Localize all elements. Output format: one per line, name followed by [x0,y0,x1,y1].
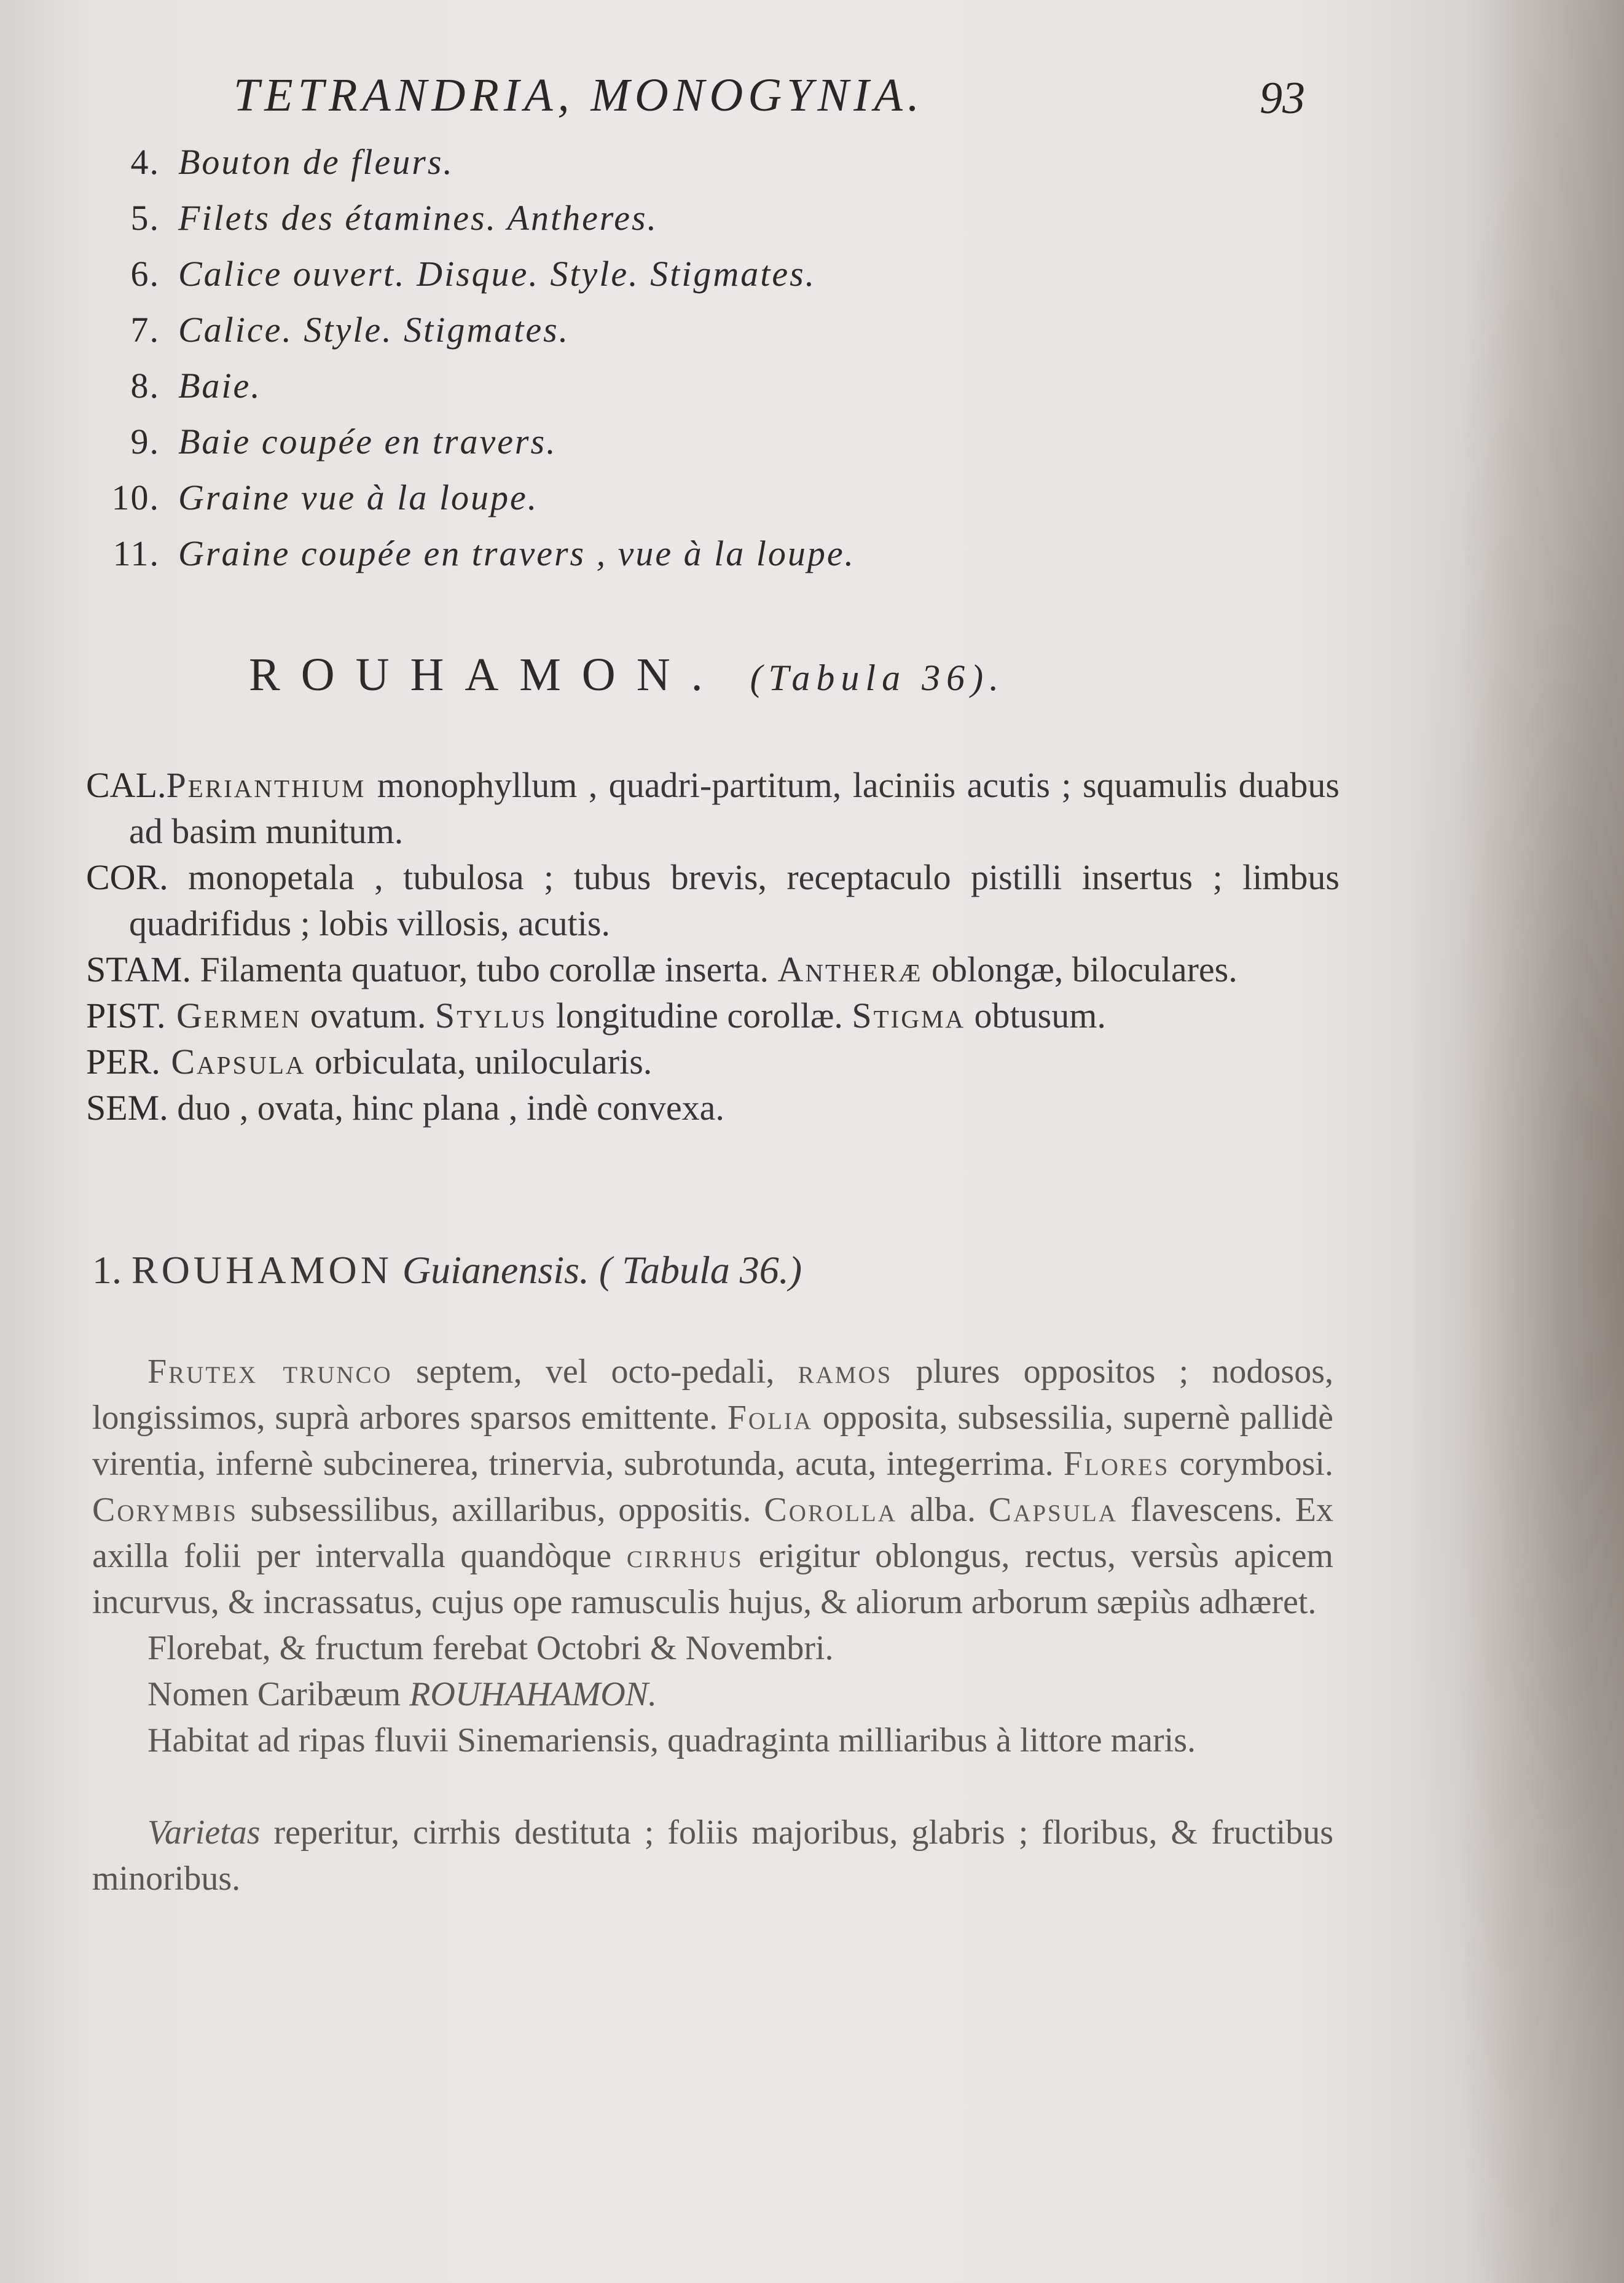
species-tabula: ( Tabula 36.) [598,1248,802,1292]
legend-item [92,309,1137,365]
text-run: longitudine corollæ. [547,996,852,1035]
small-caps-term: Perianthium [166,765,366,805]
text-run: plures oppositos ; nodosos, longissimos, suprà arbores sparsos emittente. [92,1353,1333,1437]
legend-text: Graine coupée en travers , vue à la loupe. [178,533,856,573]
text-run: erigitur oblongus, rectus, versùs apicem incurvus, & incrassatus, cujus ope ramusculis hujus, & aliorum arborum sæpiùs adhæret. [92,1537,1333,1621]
description-paragraph [92,1672,1333,1718]
genus-heading [249,648,1005,702]
character-label: COR. [86,857,168,897]
legend-text: Calice. Style. Stigmates. [178,310,570,350]
character-label: CAL. [86,765,167,805]
small-caps-term: Corymbis [92,1491,238,1529]
text-run: flavescens. Ex axilla folii per intervalla quandòque [92,1491,1333,1575]
description-paragraph [92,1349,1333,1625]
description-paragraph [92,1625,1333,1672]
figure-legend [92,141,1137,589]
small-caps-term: Folia [727,1399,814,1437]
text-run: septem, vel octo-pedali, [392,1353,798,1391]
text-run: alba. [896,1491,989,1529]
legend-number: 8. [130,366,160,406]
small-caps-term: Antheræ [777,949,923,989]
character-entry [86,762,1340,854]
legend-text: Baie coupée en travers. [178,422,557,462]
character-entry [86,992,1340,1039]
legend-text: Baie. [178,366,262,406]
text-run: orbiculata, unilocularis. [305,1042,653,1082]
character-label: SEM. [86,1088,168,1128]
text-run: oblongæ, biloculares. [922,949,1238,989]
text-run: Florebat, & fructum ferebat Octobri & Novembri. [147,1629,834,1667]
small-caps-term: cirrhus [626,1537,743,1575]
legend-text: Graine vue à la loupe. [178,477,539,517]
character-entry [86,1085,1340,1131]
legend-item [92,533,1137,589]
text-run: duo , ovata, hinc plana , indè convexa. [168,1088,724,1128]
description-paragraph [92,1718,1333,1764]
species-heading [92,1248,802,1293]
running-header: TETRANDRIA, MONOGYNIA. [233,69,924,121]
character-entry [86,854,1340,946]
character-label: PER. [86,1042,160,1082]
text-run: corymbosi. [1169,1445,1333,1483]
legend-number: 4. [130,142,160,182]
legend-item [92,141,1137,197]
small-caps-term: Frutex trunco [147,1353,393,1391]
text-run: ovatum. [301,996,435,1035]
genus-name: ROUHAMON. [249,649,724,701]
legend-item [92,421,1137,477]
text-run: monophyllum , quadri-partitum, laciniis acutis ; squamulis duabus ad basim munitum. [129,765,1340,851]
text-run: ROUHAHAMON. [409,1675,657,1713]
text-run: Nomen Caribæum [147,1675,410,1713]
text-run: Varietas [147,1813,261,1852]
text-run: obtusum. [965,996,1106,1035]
small-caps-term: Corolla [764,1491,897,1529]
legend-number: 11. [112,533,160,573]
text-run: Habitat ad ripas fluvii Sinemariensis, quadraginta milliaribus à littore maris. [147,1721,1196,1759]
small-caps-term: Capsula [988,1491,1118,1529]
small-caps-term: Capsula [160,1042,306,1082]
legend-item [92,365,1137,421]
small-caps-term: Stylus [434,996,547,1035]
legend-number: 6. [130,254,160,294]
text-run: reperitur, cirrhis destituta ; foliis majoribus, glabris ; floribus, & fructibus minoribus. [92,1813,1333,1898]
generic-characters [86,762,1340,1131]
species-number: 1. [92,1248,122,1292]
legend-item [92,253,1137,309]
text-run: opposita, subsessilia, supernè pallidè virentia, infernè subcinerea, trinervia, subrotunda, acuta, integerrima. [92,1399,1333,1483]
species-description [92,1349,1333,1902]
small-caps-term: Stigma [852,996,966,1035]
legend-text: Filets des étamines. Antheres. [178,198,659,238]
character-label: STAM. [86,949,191,989]
page-shadow [1415,0,1624,2283]
text-run: subsessilibus, axillaribus, oppositis. [237,1491,764,1529]
text-run: Filamenta quatuor, tubo corollæ inserta. [191,949,778,989]
text-run: monopetala , tubulosa ; tubus brevis, receptaculo pistilli insertus ; limbus quadrifidus ; lobis villosis, acutis. [129,857,1340,943]
page-number: 93 [1260,73,1305,124]
legend-text: Calice ouvert. Disque. Style. Stigmates. [178,254,817,294]
character-entry [86,946,1340,992]
legend-number: 7. [130,310,160,350]
description-paragraph [92,1810,1333,1902]
small-caps-term: Flores [1063,1445,1170,1483]
genus-tabula: (Tabula 36). [750,658,1005,698]
character-label: PIST. [86,996,166,1035]
legend-text: Bouton de fleurs. [178,142,454,182]
small-caps-term: Germen [165,996,302,1035]
small-caps-term: ramos [798,1353,893,1391]
legend-number: 9. [130,422,160,462]
species-name: ROUHAMON [131,1248,393,1292]
legend-item [92,477,1137,533]
legend-number: 5. [130,198,160,238]
legend-number: 10. [111,477,160,517]
legend-item [92,197,1137,253]
character-entry [86,1039,1340,1085]
species-epithet: Guianensis. [402,1248,589,1292]
